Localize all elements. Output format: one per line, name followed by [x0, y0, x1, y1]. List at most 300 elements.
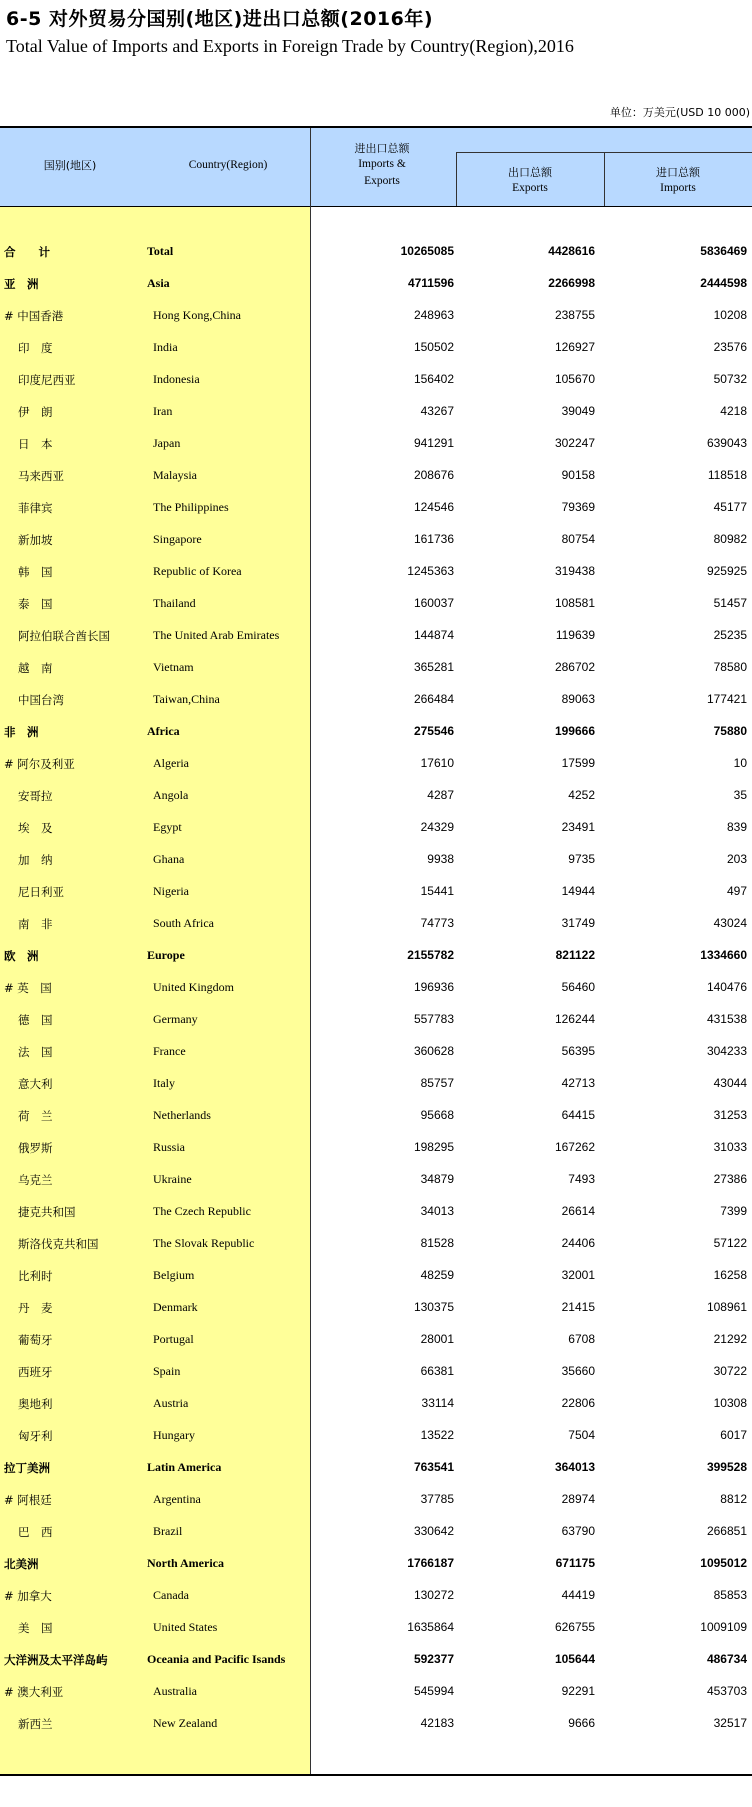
value-imports: 108961	[706, 1300, 747, 1314]
value-total: 266484	[413, 692, 454, 706]
value-total: 34879	[420, 1172, 454, 1186]
table-row	[0, 1708, 752, 1740]
table-row	[0, 364, 752, 396]
table-row	[0, 876, 752, 908]
table-row	[0, 236, 752, 268]
region-cn: # 加拿大	[4, 1589, 52, 1603]
table-row	[0, 1612, 752, 1644]
value-total: 15441	[420, 884, 454, 898]
region-cn: 埃 及	[18, 821, 53, 835]
unit-label: 单位：万美元(USD 10 000)	[609, 106, 750, 119]
region-en: United States	[153, 1620, 218, 1634]
value-total: 1635864	[407, 1620, 454, 1634]
table-row	[0, 1324, 752, 1356]
value-exports: 14944	[561, 884, 595, 898]
value-total: 4287	[427, 788, 454, 802]
value-imports: 304233	[706, 1044, 747, 1058]
table-top-border	[0, 126, 752, 128]
region-cn: 意大利	[18, 1077, 53, 1091]
value-imports: 43024	[713, 916, 747, 930]
value-total: 360628	[413, 1044, 454, 1058]
region-en: Argentina	[153, 1492, 201, 1506]
value-imports: 8812	[720, 1492, 747, 1506]
table-row	[0, 940, 752, 972]
region-en: Republic of Korea	[153, 564, 242, 578]
value-imports: 1009109	[700, 1620, 747, 1634]
value-total: 43267	[420, 404, 454, 418]
value-exports: 26614	[561, 1204, 595, 1218]
value-total: 37785	[420, 1492, 454, 1506]
table-row	[0, 1036, 752, 1068]
table-row	[0, 748, 752, 780]
value-exports: 2266998	[548, 276, 595, 290]
region-cn: 阿拉伯联合酋长国	[18, 629, 110, 643]
value-exports: 31749	[561, 916, 595, 930]
value-exports: 56460	[561, 980, 595, 994]
region-cn: 葡萄牙	[18, 1333, 53, 1347]
value-exports: 319438	[554, 564, 595, 578]
value-total: 1766187	[407, 1556, 454, 1570]
region-cn: 法 国	[18, 1045, 53, 1059]
value-exports: 4252	[568, 788, 595, 802]
value-exports: 21415	[561, 1300, 595, 1314]
region-cn: 南 非	[18, 917, 53, 931]
value-imports: 399528	[706, 1460, 747, 1474]
region-cn: 越 南	[18, 661, 53, 675]
value-total: 161736	[413, 532, 454, 546]
value-exports: 119639	[555, 628, 595, 642]
region-cn: 俄罗斯	[18, 1141, 53, 1155]
region-en: United Kingdom	[153, 980, 234, 994]
table-row	[0, 588, 752, 620]
region-en: Germany	[153, 1012, 198, 1026]
table-row	[0, 652, 752, 684]
region-cn: 日 本	[18, 437, 53, 451]
value-exports: 42713	[561, 1076, 595, 1090]
value-imports: 925925	[706, 564, 747, 578]
value-imports: 4218	[720, 404, 747, 418]
value-total: 763541	[413, 1460, 454, 1474]
value-exports: 90158	[561, 468, 595, 482]
value-imports: 43044	[713, 1076, 747, 1090]
value-exports: 626755	[554, 1620, 595, 1634]
value-exports: 167262	[554, 1140, 595, 1154]
region-en: Australia	[153, 1684, 197, 1698]
region-en: North America	[147, 1556, 224, 1570]
table-row	[0, 1548, 752, 1580]
table-row	[0, 1516, 752, 1548]
table-row	[0, 780, 752, 812]
table-row	[0, 1164, 752, 1196]
region-en: Indonesia	[153, 372, 200, 386]
value-total: 2155782	[407, 948, 454, 962]
value-exports: 17599	[561, 756, 595, 770]
table-row	[0, 1676, 752, 1708]
page-title-cn: 6-5 对外贸易分国别(地区)进出口总额(2016年)	[6, 8, 434, 30]
page-title-en: Total Value of Imports and Exports in Foreign Trade by Country(Region),2016	[6, 36, 574, 56]
region-en: Asia	[147, 276, 170, 290]
region-cn: # 英 国	[4, 981, 52, 995]
region-en: Total	[147, 244, 174, 258]
value-total: 48259	[420, 1268, 454, 1282]
region-cn: 中国台湾	[18, 693, 64, 707]
value-imports: 266851	[706, 1524, 747, 1538]
region-en: The Czech Republic	[153, 1204, 251, 1218]
value-imports: 10308	[713, 1396, 747, 1410]
region-cn: 大洋洲及太平洋岛屿	[4, 1653, 108, 1667]
table-row	[0, 684, 752, 716]
header-total-cn: 进出口总额	[354, 142, 410, 155]
region-en: Vietnam	[153, 660, 194, 674]
value-total: 208676	[413, 468, 454, 482]
region-cn: 匈牙利	[18, 1429, 53, 1443]
table-row	[0, 524, 752, 556]
value-imports: 6017	[720, 1428, 747, 1442]
table-row	[0, 396, 752, 428]
value-exports: 671175	[555, 1556, 595, 1570]
value-imports: 32517	[713, 1716, 747, 1730]
table-row	[0, 1004, 752, 1036]
region-cn: 非 洲	[4, 725, 39, 739]
value-total: 144874	[413, 628, 454, 642]
region-en: Taiwan,China	[153, 692, 220, 706]
value-total: 545994	[413, 1684, 454, 1698]
region-en: Portugal	[153, 1332, 194, 1346]
region-cn: 亚 洲	[4, 277, 39, 291]
value-imports: 7399	[720, 1204, 747, 1218]
region-en: Latin America	[147, 1460, 222, 1474]
header-region-cn: 国别(地区)	[43, 159, 97, 172]
value-imports: 431538	[706, 1012, 747, 1026]
value-exports: 4428616	[548, 244, 595, 258]
value-imports: 203	[726, 852, 747, 866]
region-en: New Zealand	[153, 1716, 218, 1730]
region-en: Ukraine	[153, 1172, 192, 1186]
value-imports: 31253	[713, 1108, 747, 1122]
value-total: 81528	[420, 1236, 454, 1250]
header-divider-exports	[456, 152, 457, 206]
region-en: Netherlands	[153, 1108, 211, 1122]
value-total: 34013	[420, 1204, 454, 1218]
region-en: Egypt	[153, 820, 182, 834]
value-exports: 126244	[554, 1012, 595, 1026]
region-cn: 伊 朗	[18, 405, 53, 419]
value-imports: 839	[726, 820, 747, 834]
table-row	[0, 1484, 752, 1516]
value-imports: 27386	[713, 1172, 747, 1186]
value-total: 160037	[413, 596, 454, 610]
value-exports: 32001	[561, 1268, 595, 1282]
value-exports: 108581	[554, 596, 595, 610]
value-total: 130375	[413, 1300, 454, 1314]
header-exports-en: Exports	[512, 182, 548, 194]
value-total: 150502	[413, 340, 454, 354]
value-imports: 177421	[706, 692, 747, 706]
region-en: Malaysia	[153, 468, 197, 482]
region-cn: 韩 国	[18, 565, 53, 579]
value-exports: 364013	[554, 1460, 595, 1474]
region-cn: 印 度	[18, 341, 53, 355]
value-imports: 57122	[713, 1236, 747, 1250]
region-cn: 比利时	[18, 1269, 53, 1283]
region-en: Belgium	[153, 1268, 195, 1282]
region-cn: 乌克兰	[18, 1173, 53, 1187]
value-exports: 64415	[561, 1108, 595, 1122]
value-exports: 7504	[568, 1428, 595, 1442]
region-cn: 德 国	[18, 1013, 53, 1027]
table-row	[0, 716, 752, 748]
value-imports: 80982	[713, 532, 747, 546]
value-total: 95668	[420, 1108, 454, 1122]
region-en: Russia	[153, 1140, 186, 1154]
value-exports: 7493	[568, 1172, 595, 1186]
region-en: The Philippines	[153, 500, 229, 514]
table-row	[0, 460, 752, 492]
region-en: Spain	[153, 1364, 181, 1378]
table-row	[0, 332, 752, 364]
region-cn: # 阿尔及利亚	[4, 757, 75, 771]
region-en: South Africa	[153, 916, 214, 930]
table-bottom-border	[0, 1774, 752, 1776]
value-exports: 9735	[568, 852, 595, 866]
region-cn: 巴 西	[18, 1525, 53, 1539]
value-total: 592377	[413, 1652, 454, 1666]
value-imports: 75880	[713, 724, 747, 738]
value-exports: 105670	[554, 372, 595, 386]
table-row	[0, 1452, 752, 1484]
region-en: The Slovak Republic	[153, 1236, 255, 1250]
table-body	[0, 236, 752, 1740]
region-cn: 北美洲	[4, 1557, 39, 1571]
value-exports: 92291	[561, 1684, 595, 1698]
region-en: Denmark	[153, 1300, 198, 1314]
value-imports: 16258	[713, 1268, 747, 1282]
value-exports: 238755	[554, 308, 595, 322]
region-cn: # 中国香港	[4, 309, 64, 323]
value-total: 66381	[420, 1364, 454, 1378]
region-cn: 印度尼西亚	[18, 373, 76, 387]
region-en: The United Arab Emirates	[153, 628, 280, 642]
value-total: 9938	[427, 852, 454, 866]
region-en: Japan	[153, 436, 181, 450]
value-exports: 56395	[561, 1044, 595, 1058]
table-row	[0, 556, 752, 588]
value-imports: 1334660	[700, 948, 747, 962]
value-imports: 45177	[713, 500, 747, 514]
value-imports: 453703	[706, 1684, 747, 1698]
value-imports: 30722	[713, 1364, 747, 1378]
table-row	[0, 268, 752, 300]
value-total: 13522	[420, 1428, 454, 1442]
table-row	[0, 1420, 752, 1452]
region-cn: # 澳大利亚	[4, 1685, 64, 1699]
table-row	[0, 620, 752, 652]
region-en: Brazil	[153, 1524, 183, 1538]
value-exports: 9666	[568, 1716, 595, 1730]
table-row	[0, 844, 752, 876]
region-en: Italy	[153, 1076, 175, 1090]
value-imports: 118518	[707, 468, 747, 482]
value-imports: 5836469	[700, 244, 747, 258]
value-exports: 23491	[561, 820, 595, 834]
table-row	[0, 972, 752, 1004]
region-en: Hong Kong,China	[153, 308, 241, 322]
header-divider-imports	[604, 152, 605, 206]
region-cn: 荷 兰	[18, 1109, 53, 1123]
table-row	[0, 1068, 752, 1100]
region-en: Iran	[153, 404, 173, 418]
value-total: 28001	[420, 1332, 454, 1346]
region-cn: 欧 洲	[4, 949, 39, 963]
value-total: 33114	[421, 1396, 454, 1410]
value-total: 124546	[413, 500, 454, 514]
table-row	[0, 1196, 752, 1228]
table-row	[0, 1580, 752, 1612]
value-imports: 50732	[713, 372, 747, 386]
value-total: 156402	[413, 372, 454, 386]
header-region-en: Country(Region)	[188, 159, 268, 171]
value-imports: 1095012	[700, 1556, 747, 1570]
region-cn: 捷克共和国	[18, 1205, 76, 1219]
region-en: Oceania and Pacific Isands	[147, 1652, 286, 1666]
value-total: 275546	[413, 724, 454, 738]
value-exports: 24406	[561, 1236, 595, 1250]
value-exports: 6708	[568, 1332, 595, 1346]
region-cn: 安哥拉	[18, 789, 53, 803]
region-cn: 斯洛伐克共和国	[18, 1237, 99, 1251]
value-imports: 2444598	[700, 276, 747, 290]
value-imports: 497	[726, 884, 747, 898]
region-cn: 西班牙	[18, 1365, 53, 1379]
region-cn: 新加坡	[18, 533, 53, 547]
region-cn: 美 国	[18, 1621, 53, 1635]
header-total-en1: Imports &	[358, 158, 406, 170]
value-imports: 639043	[706, 436, 747, 450]
region-en: Hungary	[153, 1428, 195, 1442]
value-total: 42183	[420, 1716, 454, 1730]
value-imports: 78580	[713, 660, 747, 674]
value-imports: 23576	[713, 340, 747, 354]
table-row	[0, 300, 752, 332]
value-total: 74773	[420, 916, 454, 930]
value-imports: 486734	[706, 1652, 747, 1666]
value-exports: 302247	[554, 436, 595, 450]
value-exports: 79369	[561, 500, 595, 514]
table-row	[0, 492, 752, 524]
value-total: 24329	[420, 820, 454, 834]
value-imports: 140476	[706, 980, 747, 994]
value-total: 4711596	[407, 276, 454, 290]
value-total: 198295	[413, 1140, 454, 1154]
table-row	[0, 428, 752, 460]
value-exports: 286702	[554, 660, 595, 674]
header-imports-cn: 进口总额	[656, 166, 700, 179]
region-cn: 尼日利亚	[18, 885, 64, 899]
region-en: Ghana	[153, 852, 185, 866]
value-imports: 85853	[713, 1588, 747, 1602]
table-row	[0, 812, 752, 844]
table-row	[0, 1644, 752, 1676]
value-imports: 21292	[713, 1332, 747, 1346]
value-total: 365281	[413, 660, 454, 674]
value-total: 557783	[413, 1012, 454, 1026]
value-imports: 31033	[713, 1140, 747, 1154]
table-row	[0, 1356, 752, 1388]
region-en: Africa	[147, 724, 180, 738]
table-row	[0, 1260, 752, 1292]
value-exports: 80754	[561, 532, 595, 546]
header-total-en2: Exports	[364, 175, 400, 187]
value-exports: 821122	[555, 948, 595, 962]
value-total: 17610	[420, 756, 454, 770]
region-cn: 加 纳	[18, 853, 53, 867]
value-total: 248963	[413, 308, 454, 322]
table-row	[0, 908, 752, 940]
region-en: Europe	[147, 948, 185, 962]
value-imports: 10208	[713, 308, 747, 322]
value-total: 196936	[413, 980, 454, 994]
region-en: Austria	[153, 1396, 189, 1410]
header-bottom-border	[0, 206, 752, 207]
region-en: Canada	[153, 1588, 189, 1602]
value-imports: 25235	[713, 628, 747, 642]
value-imports: 10	[733, 756, 747, 770]
value-imports: 51457	[713, 596, 747, 610]
region-cn: 奥地利	[18, 1397, 53, 1411]
region-en: Thailand	[153, 596, 196, 610]
value-total: 10265085	[400, 244, 454, 258]
region-cn: 菲律宾	[18, 501, 53, 515]
value-exports: 44419	[561, 1588, 595, 1602]
region-cn: 拉丁美洲	[4, 1461, 50, 1475]
region-en: Nigeria	[153, 884, 189, 898]
region-cn: 马来西亚	[18, 469, 64, 483]
value-exports: 35660	[561, 1364, 595, 1378]
value-exports: 28974	[561, 1492, 595, 1506]
region-cn: 新西兰	[18, 1717, 53, 1731]
table-row	[0, 1100, 752, 1132]
table-row	[0, 1132, 752, 1164]
value-total: 85757	[420, 1076, 454, 1090]
value-exports: 39049	[561, 404, 595, 418]
value-exports: 63790	[561, 1524, 595, 1538]
region-en: Singapore	[153, 532, 202, 546]
value-exports: 199666	[554, 724, 595, 738]
value-imports: 35	[733, 788, 747, 802]
region-cn: 合 计	[4, 245, 50, 259]
value-total: 330642	[413, 1524, 454, 1538]
header-exports-cn: 出口总额	[508, 166, 552, 179]
region-en: France	[153, 1044, 186, 1058]
table-row	[0, 1388, 752, 1420]
table-row	[0, 1292, 752, 1324]
value-exports: 126927	[554, 340, 595, 354]
value-total: 1245363	[407, 564, 454, 578]
region-cn: # 阿根廷	[4, 1493, 52, 1507]
header-imports-en: Imports	[660, 182, 696, 194]
region-en: India	[153, 340, 178, 354]
value-exports: 22806	[561, 1396, 595, 1410]
table-row	[0, 1228, 752, 1260]
region-en: Angola	[153, 788, 189, 802]
value-total: 941291	[413, 436, 454, 450]
value-exports: 105644	[554, 1652, 595, 1666]
region-en: Algeria	[153, 756, 189, 770]
region-cn: 丹 麦	[18, 1301, 53, 1315]
value-total: 130272	[413, 1588, 454, 1602]
region-cn: 泰 国	[18, 597, 53, 611]
value-exports: 89063	[561, 692, 595, 706]
